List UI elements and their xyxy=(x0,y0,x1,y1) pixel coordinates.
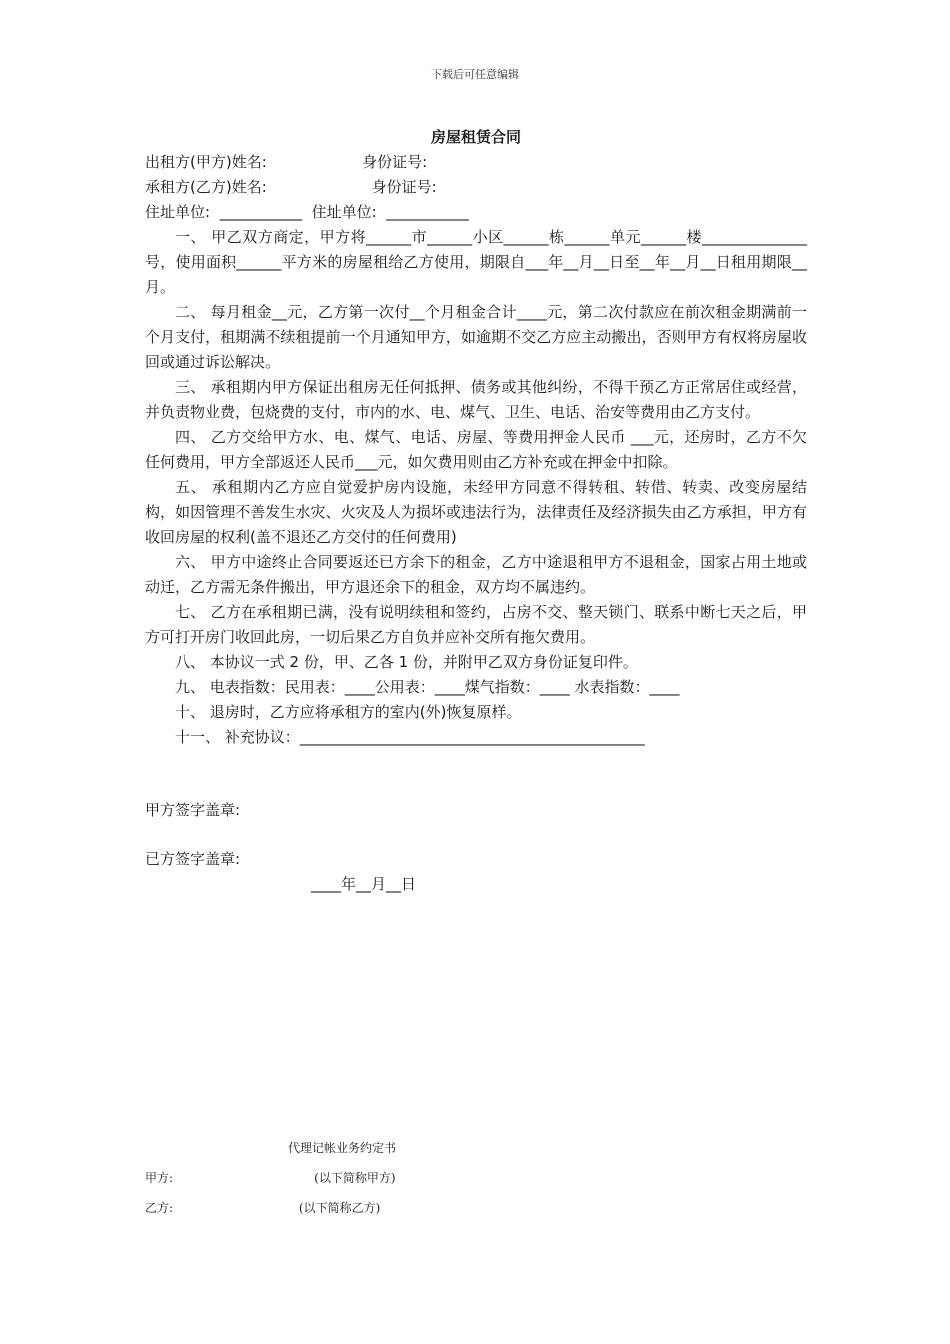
party-a-signature: 甲方签字盖章: xyxy=(145,801,241,819)
clause-1: 一、 甲乙双方商定，甲方将______市______小区______栋______单元______楼______________号，使用面积______平方米的房屋租给乙方使用，期限自___年__月__日至__年__月__日租用期限__月。 xyxy=(145,228,807,296)
agreement-section xyxy=(145,1138,807,1218)
clause-11: 十一、 补充协议：______________________________________________ xyxy=(175,728,645,746)
clause-5: 五、 承租期内乙方应自觉爱护房内设施，未经甲方同意不得转租、转借、转卖、改变房屋结构，如因管理不善发生水灾、火灾及人为损坏或违法行为，法律责任及经济损失由乙方承担，甲方有收回房屋的权利(盖不退还乙方交付的任何费用) xyxy=(145,478,807,546)
clause-8: 八、 本协议一式 2 份，甲、乙各 1 份，并附甲乙双方身份证复印件。 xyxy=(175,653,638,671)
clause-3: 三、 承租期内甲方保证出租房无任何抵押、债务或其他纠纷，不得干预乙方正常居住或经营，并负责物业费，包烧费的支付，市内的水、电、煤气、卫生、电话、治安等费用由乙方支付。 xyxy=(145,378,807,421)
lessee-line: 承租方(乙方)姓名: 身份证号: xyxy=(145,178,437,196)
header-note: 下载后可任意编辑 xyxy=(431,68,519,81)
clause-2: 二、 每月租金__元，乙方第一次付__个月租金合计____元，第二次付款应在前次租金期满前一个月支付，租期满不续租提前一个月通知甲方，如逾期不交乙方应主动搬出，否则甲方有权将房屋收回或通过诉讼解决。 xyxy=(145,303,807,371)
signing-date: ____年__月__日 xyxy=(311,875,417,893)
clause-10: 十、 退房时，乙方应将承租方的室内(外)恢复原样。 xyxy=(175,703,522,721)
address-line: 住址单位: ___________ 住址单位: ___________ xyxy=(145,203,469,221)
contract-title: 房屋租赁合同 xyxy=(430,128,521,146)
agreement-title: 代理记帐业务约定书 xyxy=(288,1141,397,1155)
party-b-signature: 已方签字盖章: xyxy=(145,850,241,868)
clause-4: 四、 乙方交给甲方水、电、煤气、电话、房屋、等费用押金人民币 ___元，还房时，乙方不欠任何费用，甲方全部返还人民币___元，如欠费用则由乙方补充或在押金中扣除。 xyxy=(145,428,807,471)
lessor-line: 出租方(甲方)姓名: 身份证号: xyxy=(145,153,428,171)
clause-9: 九、 电表指数：民用表：____公用表：____煤气指数：____ 水表指数：____ xyxy=(175,678,680,696)
clause-7: 七、 乙方在承租期已满，没有说明续租和签约，占房不交、整天锁门、联系中断七天之后，甲方可打开房门收回此房，一切后果乙方自负并应补交所有拖欠费用。 xyxy=(145,603,807,646)
contract-body xyxy=(145,126,807,897)
agreement-party-a: 甲方: (以下简称甲方) xyxy=(145,1171,396,1185)
clause-6: 六、 甲方中途终止合同要返还已方余下的租金，乙方中途退租甲方不退租金，国家占用土地或动迁，乙方需无条件搬出，甲方退还余下的租金，双方均不属违约。 xyxy=(145,553,807,596)
agreement-party-b: 乙方: (以下简称乙方) xyxy=(145,1201,381,1215)
